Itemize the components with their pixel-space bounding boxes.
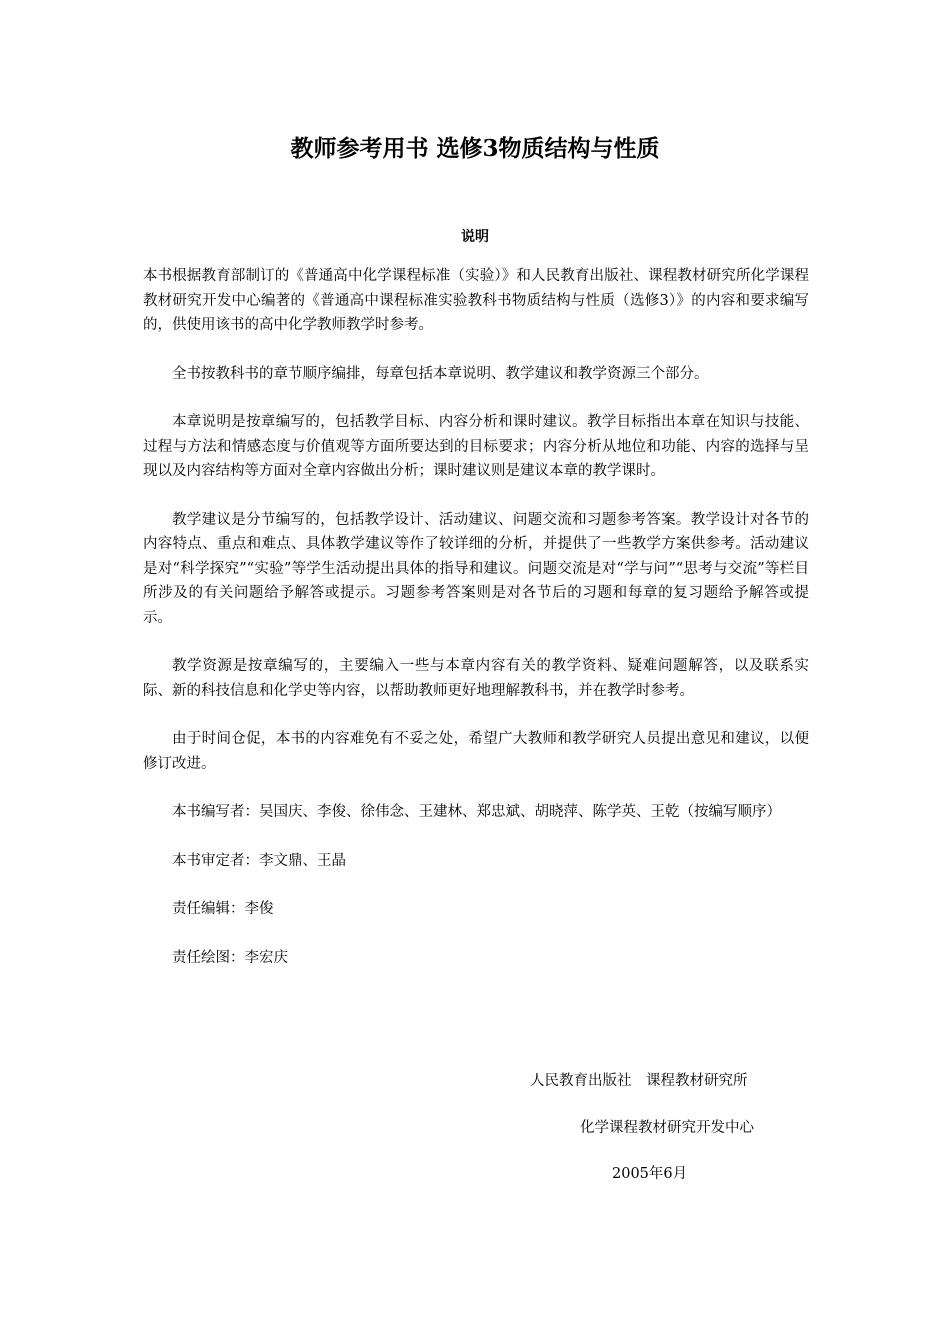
document-body <box>143 264 809 994</box>
paragraph-feedback: 由于时间仓促，本书的内容难免有不妥之处，希望广大教师和教学研究人员提出意见和建议，以便修订改进。 <box>143 731 809 772</box>
paragraph-teaching-resources: 教学资源是按章编写的，主要编入一些与本章内容有关的教学资料、疑难问题解答，以及联系实际、新的科技信息和化学史等内容，以帮助教师更好地理解教科书，并在教学时参考。 <box>143 658 809 699</box>
paragraph-illustrator: 责任绘图：李宏庆 <box>172 949 288 966</box>
paragraph-editor: 责任编辑：李俊 <box>172 901 274 917</box>
section-heading: 说明 <box>461 229 489 245</box>
signature-center: 化学课程教材研究开发中心 <box>580 1120 754 1136</box>
paragraph-basis: 本书根据教育部制订的《普通高中化学课程标准（实验）》和人民教育出版社、课程教材研究所化学课程教材研究开发中心编著的《普通高中课程标准实验教科书物质结构与性质（选修3）》的内容和要求编写的，供使用该书的高中化学教师教学时参考。 <box>143 268 809 333</box>
paragraph-authors: 本书编写者：吴国庆、李俊、徐伟念、王建林、郑忠斌、胡晓萍、陈学英、王乾（按编写顺序） <box>172 804 781 820</box>
signature-publisher: 人民教育出版社 课程教材研究所 <box>530 1073 748 1089</box>
paragraph-reviewers: 本书审定者：李文鼎、王晶 <box>172 852 346 869</box>
paragraph-chapter-notes: 本章说明是按章编写的，包括教学目标、内容分析和课时建议。教学目标指出本章在知识与技能、过程与方法和情感态度与价值观等方面所要达到的目标要求；内容分析从地位和功能、内容的选择与呈现以及内容结构等方面对全章内容做出分析；课时建议则是建议本章的教学课时。 <box>143 414 809 479</box>
paragraph-teaching-suggestions: 教学建议是分节编写的，包括教学设计、活动建议、问题交流和习题参考答案。教学设计对各节的内容特点、重点和难点、具体教学建议等作了较详细的分析，并提供了一些教学方案供参考。活动建议是对“科学探究”“实验”等学生活动提出具体的指导和建议。问题交流是对“学与问”“思考与交流”等栏目所涉及的有关问题给予解答或提示。习题参考答案则是对各节后的习题和每章的复习题给予解答或提示。 <box>143 511 809 626</box>
paragraph-structure: 全书按教科书的章节顺序编排，每章包括本章说明、教学建议和教学资源三个部分。 <box>172 365 709 382</box>
page-title: 教师参考用书 选修3物质结构与性质 <box>290 135 660 162</box>
signature-date: 2005年6月 <box>612 1166 688 1182</box>
